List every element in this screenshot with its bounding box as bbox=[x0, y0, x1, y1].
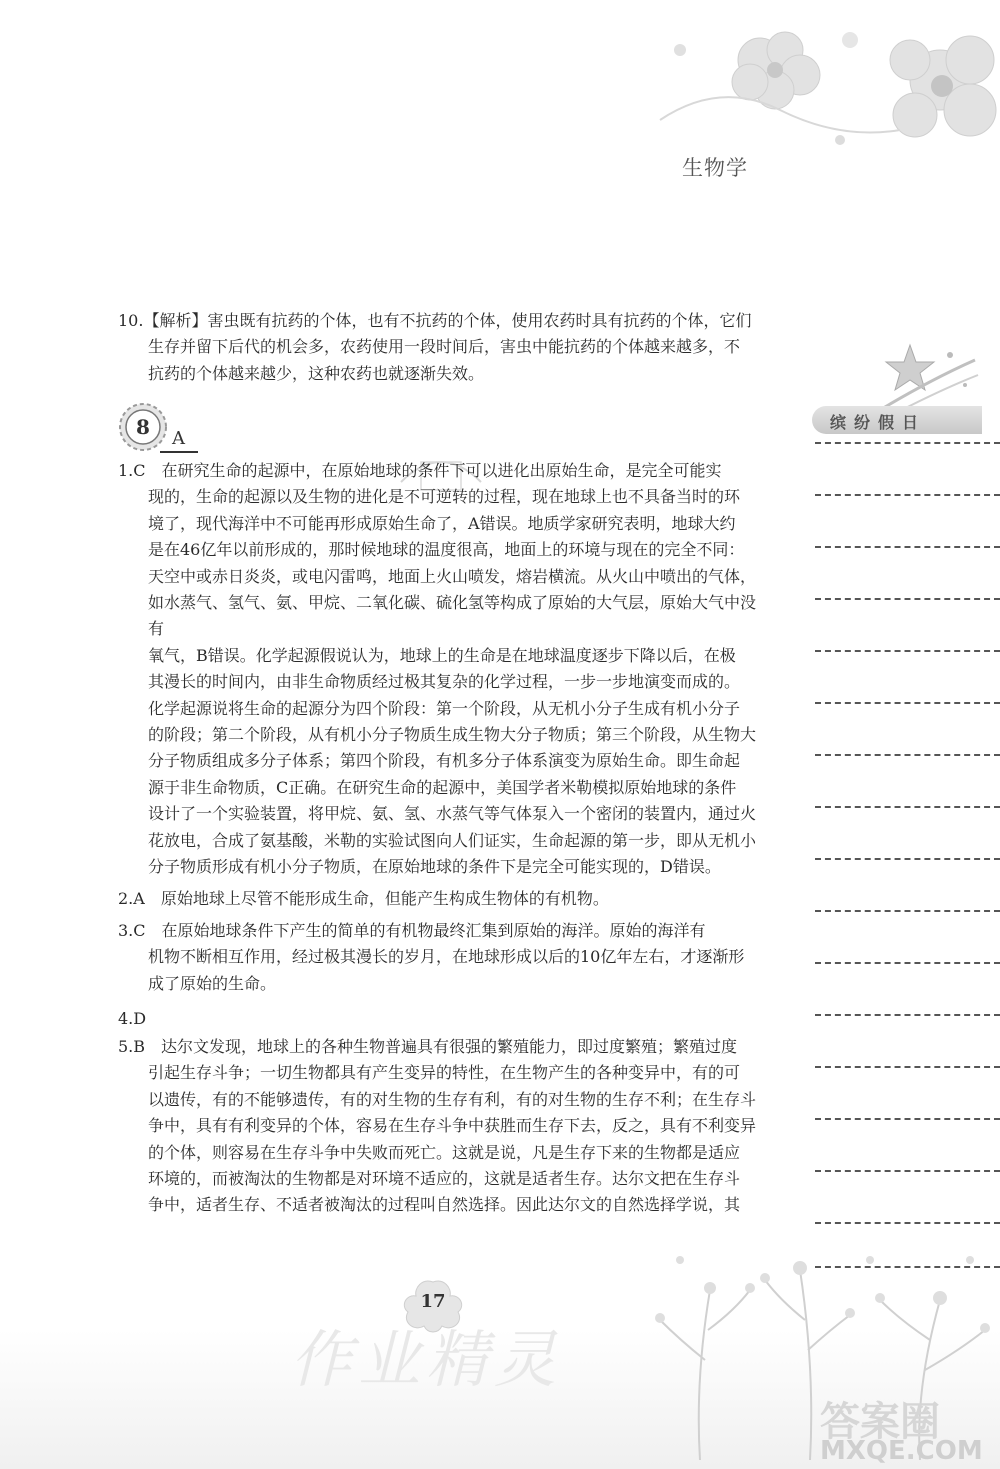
question-10 bbox=[118, 308, 758, 387]
question-5 bbox=[118, 1034, 758, 1219]
paragraph-first-line: 2.A 原始地球上尽管不能形成生命，但能产生构成生物体的有机物。 bbox=[118, 889, 609, 908]
paragraph-line: 争中，适者生存、不适者被淘汰的过程叫自然选择。因此达尔文的自然选择学说，其 bbox=[148, 1195, 741, 1215]
note-line bbox=[815, 806, 1000, 808]
paragraph-line: 设计了一个实验装置，将甲烷、氨、氢、水蒸气等气体泵入一个密闭的装置内，通过火 bbox=[148, 804, 757, 824]
paragraph-line: 现的，生命的起源以及生物的进化是不可逆转的过程，现在地球上也不具备当时的环 bbox=[148, 487, 741, 507]
paragraph-line: 引起生存斗争；一切生物都具有产生变异的特性，在生物产生的各种变异中，有的可 bbox=[148, 1063, 741, 1083]
paragraph-line: 化学起源说将生命的起源分为四个阶段：第一个阶段，从无机小分子生成有机小分子 bbox=[148, 698, 741, 718]
paragraph-line: 抗药的个体越来越少，这种农药也就逐渐失效。 bbox=[148, 363, 485, 383]
note-line bbox=[815, 1170, 1000, 1172]
question-3 bbox=[118, 918, 758, 997]
question-1 bbox=[118, 458, 758, 881]
note-line bbox=[815, 650, 1000, 652]
paragraph-first-line: 1.C 在研究生命的起源中，在原始地球的条件下可以进化出原始生命，是完全可能实 bbox=[118, 461, 722, 480]
floral-decoration bbox=[640, 20, 1000, 170]
paragraph-line: 分子物质形成有机小分子物质，在原始地球的条件下是完全可能实现的，D错误。 bbox=[148, 857, 721, 877]
paragraph-line: 分子物质组成多分子体系；第四个阶段，有机多分子体系演变为原始生命。即生命起 bbox=[148, 751, 741, 771]
paragraph-line: 花放电，合成了氨基酸，米勒的实验试图向人们证实，生命起源的第一步，即从无机小 bbox=[148, 830, 757, 850]
note-line bbox=[815, 962, 1000, 964]
site-watermark-url: MXQE.COM bbox=[820, 1436, 983, 1466]
paragraph-line: 机物不断相互作用，经过极其漫长的岁月，在地球形成以后的10亿年左右，才逐渐形 bbox=[148, 947, 745, 967]
section-label: A bbox=[172, 428, 185, 449]
sidebar-title-text: 缤纷假日 bbox=[830, 413, 927, 432]
note-line bbox=[815, 910, 1000, 912]
paragraph-first-line: 3.C 在原始地球条件下产生的简单的有机物最终汇集到原始的海洋。原始的海洋有 bbox=[118, 921, 706, 940]
watermark-text: 作业精灵 bbox=[290, 1323, 563, 1396]
note-line bbox=[815, 702, 1000, 704]
paragraph-line: 生存并留下后代的机会多，农药使用一段时间后，害虫中能抗药的个体越来越多，不 bbox=[148, 337, 741, 357]
paragraph-line: 天空中或赤日炎炎，或电闪雷鸣，地面上火山喷发，熔岩横流。从火山中喷出的气体， bbox=[148, 566, 757, 586]
paragraph-first-line: 4.D bbox=[118, 1009, 147, 1028]
section-number: 8 bbox=[136, 415, 150, 439]
sidebar-title bbox=[812, 402, 972, 436]
paragraph-line: 其漫长的时间内，由非生命物质经过极其复杂的化学过程，一步一步地演变而成的。 bbox=[148, 672, 741, 692]
subject-header: 生物学 bbox=[682, 156, 748, 180]
paragraph-first-line: 5.B 达尔文发现，地球上的各种生物普遍具有很强的繁殖能力，即过度繁殖；繁殖过度 bbox=[118, 1037, 738, 1056]
paragraph-line: 环境的，而被淘汰的生物都是对环境不适应的，这就是适者生存。达尔文把在生存斗 bbox=[148, 1169, 741, 1189]
paragraph-line: 如水蒸气、氢气、氨、甲烷、二氧化碳、硫化氢等构成了原始的大气层，原始大气中没有 bbox=[148, 593, 757, 639]
note-line bbox=[815, 1222, 1000, 1224]
question-4 bbox=[118, 1006, 758, 1032]
note-line bbox=[815, 1014, 1000, 1016]
note-line bbox=[815, 546, 1000, 548]
note-line bbox=[815, 598, 1000, 600]
section-number-badge bbox=[118, 402, 168, 452]
section-underline bbox=[160, 451, 198, 453]
paragraph-line: 的阶段；第二个阶段，从有机小分子物质生成生物大分子物质；第三个阶段，从生物大 bbox=[148, 725, 757, 745]
paragraph-line: 成了原始的生命。 bbox=[148, 973, 277, 993]
note-line bbox=[815, 1118, 1000, 1120]
paragraph-line: 的个体，则容易在生存斗争中失败而死亡。这就是说，凡是生存下来的生物都是适应 bbox=[148, 1142, 741, 1162]
note-line bbox=[815, 442, 1000, 444]
note-line bbox=[815, 494, 1000, 496]
paragraph-line: 源于非生命物质，C正确。在研究生命的起源中，美国学者米勒模拟原始地球的条件 bbox=[148, 777, 737, 797]
site-watermark: 答案圈 bbox=[820, 1399, 940, 1445]
note-line bbox=[815, 1066, 1000, 1068]
paragraph-line: 是在46亿年以前形成的，那时候地球的温度很高，地面上的环境与现在的完全不同： bbox=[148, 540, 745, 560]
note-line bbox=[815, 754, 1000, 756]
page-number: 17 bbox=[420, 1291, 446, 1312]
paragraph-line: 境了，现代海洋中不可能再形成原始生命了，A错误。地质学家研究表明，地球大约 bbox=[148, 513, 736, 533]
paragraph-line: 以遗传，有的不能够遗传，有的对生物的生存有利，有的对生物的生存不利；在生存斗 bbox=[148, 1089, 757, 1109]
paragraph-line: 氧气，B错误。化学起源假说认为，地球上的生命是在地球温度逐步下降以后，在极 bbox=[148, 645, 736, 665]
paragraph-first-line: 10.【解析】害虫既有抗药的个体，也有不抗药的个体，使用农药时具有抗药的个体，它们 bbox=[118, 311, 752, 330]
paragraph-line: 争中，具有有利变异的个体，容易在生存斗争中获胜而生存下去，反之，具有不利变异 bbox=[148, 1116, 757, 1136]
question-2 bbox=[118, 886, 758, 912]
note-line bbox=[815, 858, 1000, 860]
